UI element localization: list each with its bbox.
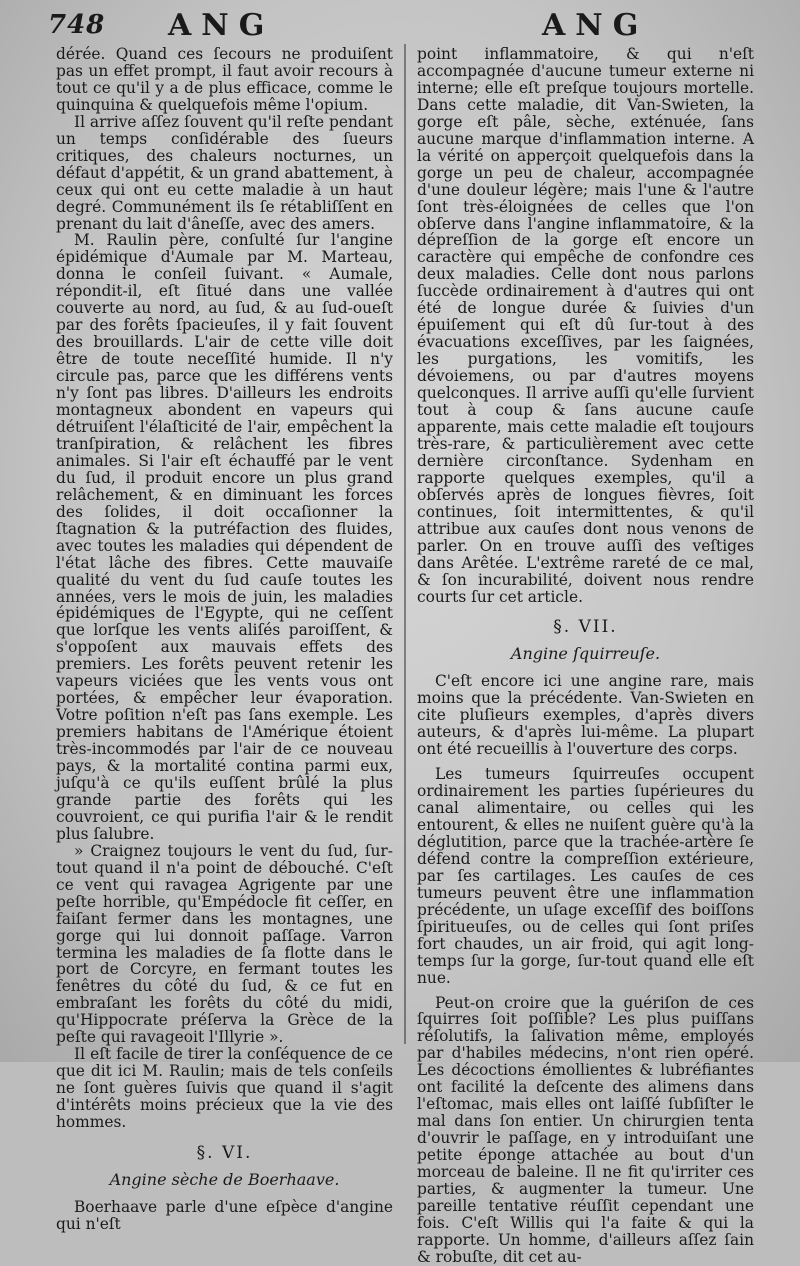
paragraph: Peut-on croire que la guériſon de ces ſquirres ſoit poſſible? Les plus puiſſans réſolutifs, la ſalivation même, employés par d'habiles médecins, n'ont rien opéré. Les décoctions émollientes & lubréfiantes ont facilité la deſcente des alimens dans l'eſtomac, mais elles ont laiſſé ſubſiſter le mal dans ſon entier. Un chirurgien tenta d'ouvrir le paſſage, en y introduiſant une petite éponge attachée au bout d'un morceau de baleine. Il ne fit qu'irriter ces parties, & augmenter la tumeur. Une pareille tentative réuſſit cependant une fois. C'eſt Willis qui l'a faite & qui la rapporte. Un homme, d'ailleurs aſſez ſain & robuſte, dit cet au- [417,993,754,1266]
section-subtitle: Angine ſquirreuſe. [510,644,661,664]
paragraph: Boerhaave parle d'une eſpèce d'angine qui n'eſt [56,1197,393,1233]
paragraph: Il arrive aſſez ſouvent qu'il reſte pendant un temps conſidérable des ſueurs critiques, des chaleurs nocturnes, un défaut d'appétit, & un grand abattement, à ceux qui ont eu cette maladie à un haut degré. Communément ils ſe rétabliſſent en prenant du lait d'âneſſe, avec des amers. [56,112,393,233]
section-subtitle: Angine sèche de Boerhaave. [109,1169,340,1189]
paragraph: » Craignez toujours le vent du ſud, ſur-tout quand il n'a point de débouché. C'eſt ce vent qui ravagea Agrigente par une peſte horrible, qu'Empédocle fit ceſſer, en faiſant fermer dans les montagnes, une gorge qui lui donnoit paſſage. Varron termina les maladies de ſa flotte dans le port de Corcyre, en fermant toutes les fenêtres du côté du ſud, & ce fut en embraſant les forêts du côté du midi, qu'Hippocrate préſerva la Grèce de la peſte qui ravageoit l'Illyrie ». [56,841,393,1047]
page-header [0,6,800,46]
section-heading: §. VI. [196,1143,253,1163]
running-head-left: ANG [168,8,275,43]
column-divider [404,44,406,1044]
section-heading: §. VII. [553,617,618,638]
running-head-right: ANG [542,8,649,43]
paragraph: point inflammatoire, & qui n'eſt accompagnée d'aucune tumeur externe ni interne; elle eſt preſque toujours mortelle. Dans cette maladie, dit Van-Swieten, la gorge eſt pâle, sèche, exténuée, ſans aucune marque d'inflammation interne. A la vérité on apperçoit quelquefois dans la gorge un peu de chaleur, accompagnée d'une douleur légère; mais l'une & l'autre ſont très-éloignées de celles que l'on obſerve dans l'angine inflammatoire, & la dépreſſion de la gorge eſt encore un caractère qui empêche de confondre ces deux maladies. Celle dont nous parlons ſuccède ordinairement à d'autres qui ont été de longue durée & ſuivies d'un épuiſement qui eſt dû ſur-tout à des évacuations exceſſives, par les ſaignées, les purgations, les vomitifs, les dévoiemens, ou par d'autres moyens quelconques. Il arrive auſſi qu'elle ſurvient tout à coup & ſans aucune cauſe apparente, mais cette maladie eſt toujours très-rare, & particulièrement avec cette dernière circonſtance. Sydenham en rapporte quelques exemples, qu'il a obſervés après de longues fièvres, ſoit continues, ſoit intermittentes, & qu'il attribue aux cauſes dont nous venons de parler. On en trouve auſſi des veſtiges dans Arêtée. L'extrême rareté de ce mal, & ſon incurabilité, doivent nous rendre courts ſur cet article. [417,45,754,606]
paragraph: Il eſt facile de tirer la conſéquence de ce que dit ici M. Raulin; mais de tels conſeils ne ſont guères ſuivis que quand il s'agit d'intérêts moins précieux que la vie des hommes. [56,1045,393,1132]
paragraph: dérée. Quand ces ſecours ne produiſent pas un effet prompt, il faut avoir recours à tout ce qu'il y a de plus efficace, comme le quinquina & quelquefois même l'opium. [56,45,393,114]
paragraph: M. Raulin père, conſulté ſur l'angine épidémique d'Aumale par M. Marteau, donna le conſeil ſuivant. « Aumale, répondit-il, eſt ſitué dans une vallée couverte au nord, au ſud, & au ſud-oueſt par des forêts ſpacieuſes, il y fait ſouvent des brouillards. L'air de cette ville doit être de toute neceſſité humide. Il n'y circule pas, parce que les différens vents n'y ſont pas libres. D'ailleurs les endroits montagneux abondent en vapeurs qui détruiſent l'élaſticité de l'air, empêchent la tranſpiration, & relâchent les fibres animales. Si l'air eſt échauffé par le vent du ſud, il produit encore un plus grand relâchement, & en diminuant les forces des ſolides, il doit occaſionner la ſtagnation & la putréfaction des fluides, avec toutes les maladies qui dépendent de l'état lâche des fibres. Cette mauvaiſe qualité du vent du ſud cauſe toutes les années, vers le mois de juin, les maladies épidémiques de l'Egypte, qui ne ceſſent que lorſque les vents aliſés paroiſſent, & s'oppoſent aux mauvais effets des premiers. Les forêts peuvent retenir les vapeurs viciées que les vents vous ont portées, & empêcher leur évaporation. Votre poſition n'eſt pas ſans exemple. Les premiers habitans de l'Amérique étoient très-incommodés par l'air de ce nouveau pays, & la mortalité contina parmi eux, juſqu'à ce qu'ils euſſent brûlé la plus grande partie des forêts qui les couvroient, ce qui purifia l'air & le rendit plus ſalubre. [56,231,393,843]
paragraph: Les tumeurs ſquirreuſes occupent ordinairement les parties ſupérieures du canal alimentaire, ou celles qui les entourent, & elles ne nuiſent guère qu'à la déglutition, parce que la trachée-artère ſe défend contre la compreſſion extérieure, par ſes cartilages. Les cauſes de ces tumeurs peuvent être une inflammation précédente, un uſage exceſſif des boiſſons ſpiritueuſes, ou de celles qui ſont priſes fort chaudes, un air froid, qui agit long-temps ſur la gorge, ſur-tout quand elle eſt nue. [417,765,754,987]
right-column [417,46,754,1266]
page-number: 748 [48,10,106,40]
left-column [56,46,393,1233]
paragraph: C'eſt encore ici une angine rare, mais moins que la précédente. Van-Swieten en cite pluſieurs exemples, d'après divers auteurs, & d'après lui-même. La plupart ont été recueillis à l'ouverture des corps. [417,672,754,759]
